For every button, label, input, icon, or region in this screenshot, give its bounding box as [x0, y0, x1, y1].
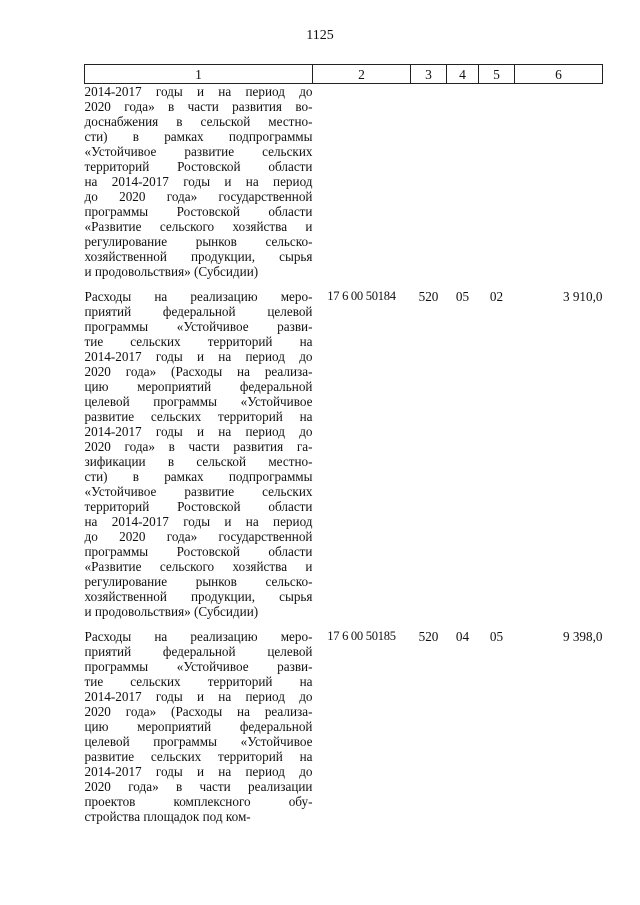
row-subsection: 05: [489, 629, 504, 644]
row-expense-type: 520: [418, 629, 439, 644]
budget-table: [84, 64, 603, 824]
description-line: и продовольствия» (Субсидии): [84, 604, 259, 619]
page-number: 1125: [306, 28, 334, 43]
table-row: [85, 629, 603, 824]
description-line: «Развитие сельского хозяйства и: [84, 559, 313, 574]
description-line: «Устойчивое развитие сельских: [84, 484, 313, 499]
header-col-4: 4: [447, 65, 479, 84]
description-line: Расходы на реализацию меро-: [84, 289, 313, 304]
description-line: территорий Ростовской области: [84, 159, 313, 174]
description-line: приятий федеральной целевой: [84, 644, 313, 659]
description-line: 2014-2017 годы и на период до: [84, 84, 313, 99]
description-line: и продовольствия» (Субсидии): [84, 264, 259, 279]
description-line: «Устойчивое развитие сельских: [84, 144, 313, 159]
description-line: территорий Ростовской области: [84, 499, 313, 514]
row-section: [447, 84, 479, 280]
row-amount: 3 910,0: [562, 289, 603, 304]
header-col-5: 5: [479, 65, 515, 84]
description-line: регулирование рынков сельско-: [84, 234, 313, 249]
description-line: программы Ростовской области: [84, 544, 313, 559]
description-line: до 2020 года» государственной: [84, 189, 313, 204]
row-target-code: [313, 84, 411, 280]
header-col-3: 3: [411, 65, 447, 84]
description-line: сти) в рамках подпрограммы: [84, 469, 313, 484]
description-line: программы Ростовской области: [84, 204, 313, 219]
table-header-row: [85, 65, 603, 84]
description-line: программы «Устойчивое разви-: [84, 319, 313, 334]
row-expense-type: 520: [418, 289, 439, 304]
description-line: тие сельских территорий на: [84, 674, 313, 689]
row-amount: [515, 84, 603, 280]
description-line: до 2020 года» государственной: [84, 529, 313, 544]
row-target-code: 17 6 00 50184: [327, 289, 396, 303]
description-line: 2020 года» в части реализации: [84, 779, 313, 794]
row-section: 04: [455, 629, 470, 644]
description-line: 2014-2017 годы и на период до: [84, 764, 313, 779]
row-target-code: 17 6 00 50185: [327, 629, 396, 643]
description-line: приятий федеральной целевой: [84, 304, 313, 319]
description-line: регулирование рынков сельско-: [84, 574, 313, 589]
description-line: сти) в рамках подпрограммы: [84, 129, 313, 144]
row-spacer: [85, 619, 603, 629]
row-amount: 9 398,0: [562, 629, 603, 644]
header-col-1: 1: [85, 65, 313, 84]
description-line: хозяйственной продукции, сырья: [84, 589, 313, 604]
row-subsection: 02: [489, 289, 504, 304]
description-line: «Развитие сельского хозяйства и: [84, 219, 313, 234]
table-body: [85, 84, 603, 825]
description-line: 2020 года» (Расходы на реализа-: [84, 704, 313, 719]
row-spacer: [85, 279, 603, 289]
description-line: целевой программы «Устойчивое: [84, 734, 313, 749]
row-subsection: [479, 84, 515, 280]
row-section: 05: [455, 289, 470, 304]
description-line: тие сельских территорий на: [84, 334, 313, 349]
header-col-2: 2: [313, 65, 411, 84]
header-col-6: 6: [515, 65, 603, 84]
description-line: Расходы на реализацию меро-: [84, 629, 313, 644]
description-line: программы «Устойчивое разви-: [84, 659, 313, 674]
row-description: [85, 84, 313, 280]
row-expense-type: [411, 84, 447, 280]
description-line: цию мероприятий федеральной: [84, 719, 313, 734]
description-line: на 2014-2017 годы и на период: [84, 514, 313, 529]
description-line: развитие сельских территорий на: [84, 409, 313, 424]
description-line: проектов комплексного обу-: [84, 794, 313, 809]
description-line: 2020 года» (Расходы на реализа-: [84, 364, 313, 379]
row-description: [85, 629, 313, 824]
description-line: 2014-2017 годы и на период до: [84, 689, 313, 704]
table-row: [85, 84, 603, 280]
description-line: стройства площадок под ком-: [84, 809, 251, 824]
description-line: цию мероприятий федеральной: [84, 379, 313, 394]
description-line: развитие сельских территорий на: [84, 749, 313, 764]
description-line: целевой программы «Устойчивое: [84, 394, 313, 409]
description-line: доснабжения в сельской местно-: [84, 114, 313, 129]
row-description: [85, 289, 313, 619]
description-line: 2020 года» в части развития га-: [84, 439, 313, 454]
description-line: 2020 года» в части развития во-: [84, 99, 313, 114]
description-line: хозяйственной продукции, сырья: [84, 249, 313, 264]
description-line: 2014-2017 годы и на период до: [84, 349, 313, 364]
description-line: зификации в сельской местно-: [84, 454, 313, 469]
table-row: [85, 289, 603, 619]
description-line: на 2014-2017 годы и на период: [84, 174, 313, 189]
description-line: 2014-2017 годы и на период до: [84, 424, 313, 439]
